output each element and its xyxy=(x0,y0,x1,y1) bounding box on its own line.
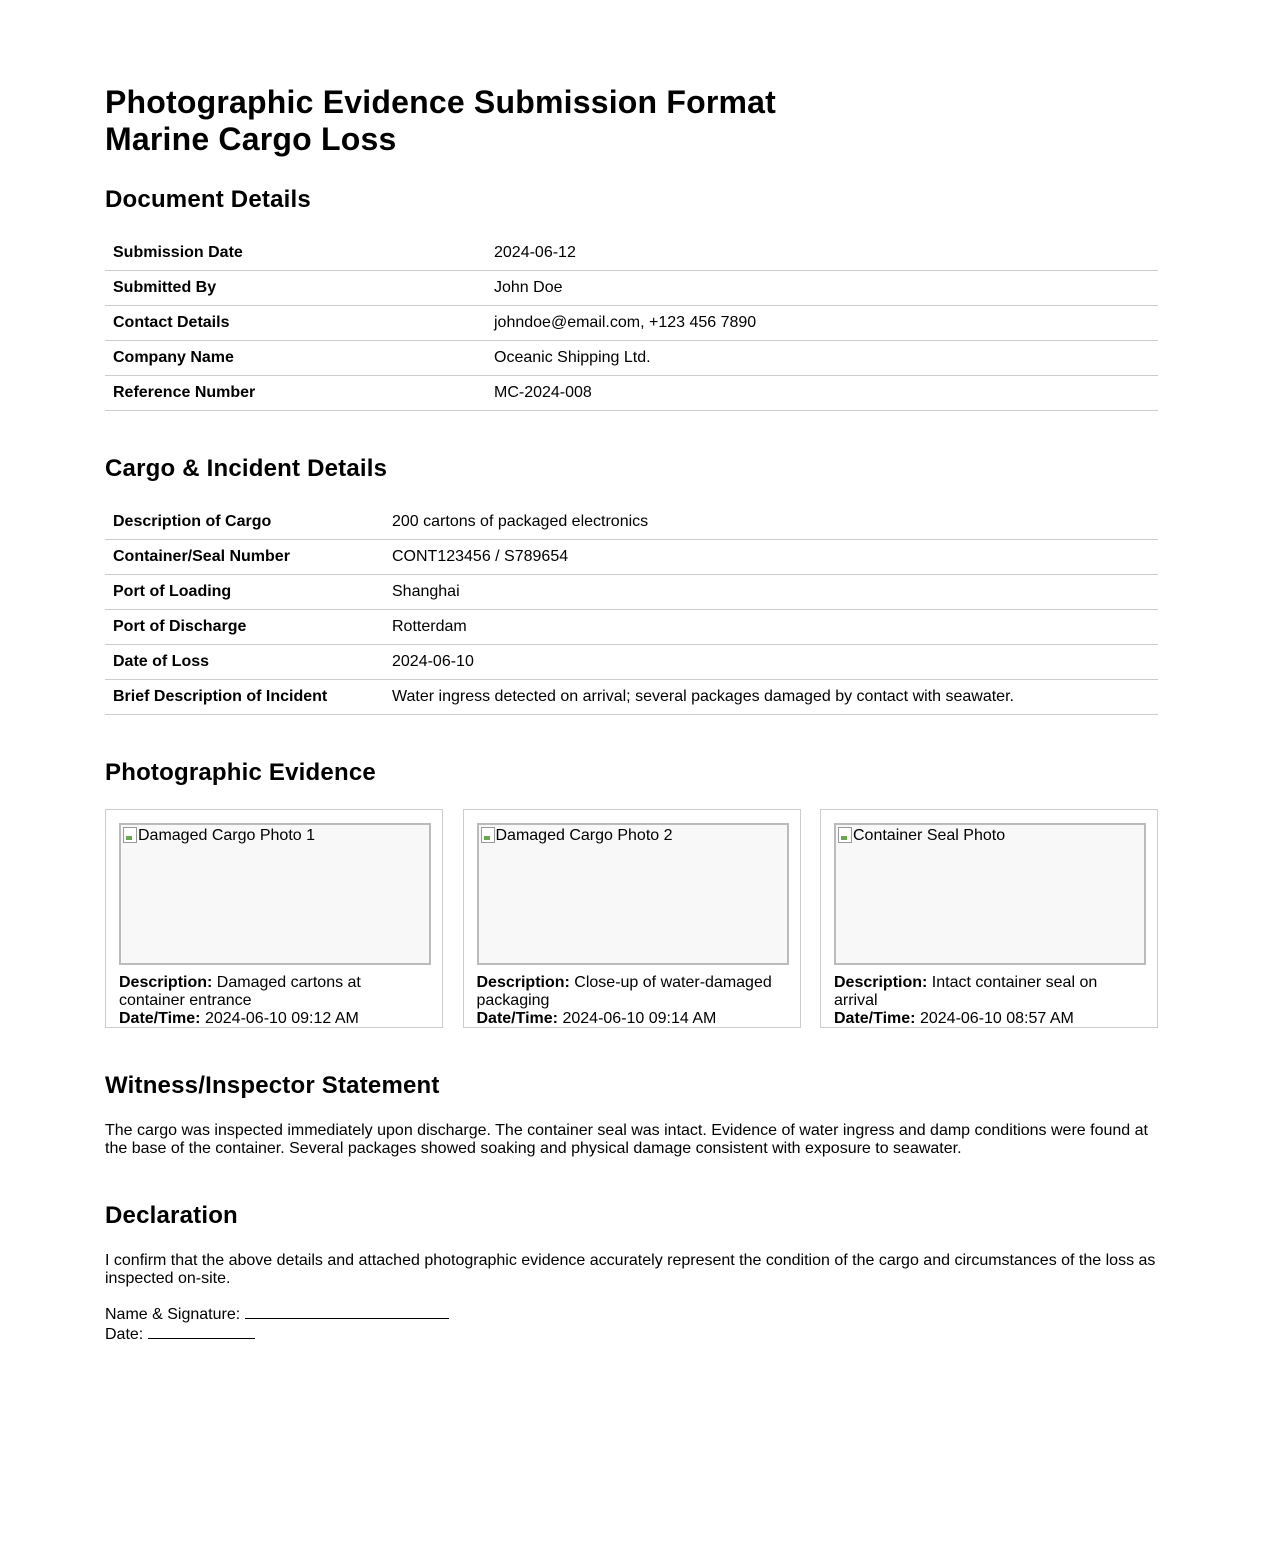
photo-alt-text: Container Seal Photo xyxy=(853,827,1006,844)
table-row xyxy=(105,680,1158,715)
document-details-section xyxy=(105,186,1158,411)
cargo-details-table xyxy=(105,505,1158,715)
description-label: Description: xyxy=(834,974,928,991)
broken-image-icon xyxy=(481,827,495,843)
name-signature-label: Name & Signature: xyxy=(105,1306,241,1323)
cargo-details-section xyxy=(105,455,1158,715)
row-label: Container/Seal Number xyxy=(105,540,384,575)
description-label: Description: xyxy=(476,974,570,991)
page-title xyxy=(105,84,1158,158)
row-value: MC-2024-008 xyxy=(486,376,1158,411)
row-label: Port of Discharge xyxy=(105,610,384,645)
row-label: Date of Loss xyxy=(105,645,384,680)
row-label: Brief Description of Incident xyxy=(105,680,384,715)
datetime-label: Date/Time: xyxy=(476,1010,559,1027)
description-value: Close-up of water-damaged packaging xyxy=(476,974,772,1009)
declaration-heading: Declaration xyxy=(105,1202,238,1229)
photographic-evidence-heading: Photographic Evidence xyxy=(105,759,376,786)
table-row xyxy=(105,540,1158,575)
photographic-evidence-section xyxy=(105,759,1158,1028)
photo-grid xyxy=(105,809,1158,1028)
photo-datetime xyxy=(834,1010,1144,1028)
row-value: 2024-06-12 xyxy=(486,236,1158,271)
table-row xyxy=(105,236,1158,271)
broken-image-icon xyxy=(838,827,852,843)
cargo-details-heading: Cargo & Incident Details xyxy=(105,455,388,482)
photo-datetime xyxy=(477,1010,787,1028)
description-label: Description: xyxy=(119,974,213,991)
photo-datetime xyxy=(119,1010,429,1028)
date-label: Date: xyxy=(105,1326,144,1343)
row-value: Oceanic Shipping Ltd. xyxy=(486,341,1158,376)
table-row xyxy=(105,376,1158,411)
table-row xyxy=(105,271,1158,306)
table-row xyxy=(105,341,1158,376)
signature-block xyxy=(105,1304,1158,1344)
declaration-section xyxy=(105,1202,1158,1344)
datetime-value: 2024-06-10 08:57 AM xyxy=(919,1010,1074,1027)
description-value: Damaged cartons at container entrance xyxy=(119,974,361,1009)
photo-description xyxy=(834,974,1144,1010)
document-details-heading: Document Details xyxy=(105,186,311,213)
table-row xyxy=(105,505,1158,540)
row-label: Submission Date xyxy=(105,236,486,271)
datetime-label: Date/Time: xyxy=(119,1010,201,1027)
row-label: Company Name xyxy=(105,341,486,376)
photo-image-2[interactable] xyxy=(477,823,789,965)
photo-alt-text: Damaged Cargo Photo 1 xyxy=(138,827,315,844)
row-value: John Doe xyxy=(486,271,1158,306)
row-label: Reference Number xyxy=(105,376,486,411)
photo-image-3[interactable] xyxy=(834,823,1146,965)
datetime-value: 2024-06-10 09:14 AM xyxy=(562,1010,717,1027)
broken-image-icon xyxy=(123,827,137,843)
witness-section xyxy=(105,1072,1158,1158)
table-row xyxy=(105,610,1158,645)
row-value: Water ingress detected on arrival; several packages damaged by contact with seawater. xyxy=(384,680,1158,715)
row-value: CONT123456 / S789654 xyxy=(384,540,1158,575)
declaration-text: I confirm that the above details and attached photographic evidence accurately represent the condition of the cargo and circumstances of the loss as inspected on-site. xyxy=(105,1252,1156,1287)
row-value: johndoe@email.com, +123 456 7890 xyxy=(486,306,1158,341)
page-title-line-2: Marine Cargo Loss xyxy=(105,121,397,157)
photo-alt-text: Damaged Cargo Photo 2 xyxy=(495,827,673,844)
table-row xyxy=(105,575,1158,610)
row-label: Port of Loading xyxy=(105,575,384,610)
datetime-label: Date/Time: xyxy=(834,1010,916,1027)
date-blank[interactable] xyxy=(148,1324,255,1339)
photo-description xyxy=(477,974,787,1010)
photo-card-2 xyxy=(463,809,801,1028)
photo-description xyxy=(119,974,429,1010)
row-value: Rotterdam xyxy=(384,610,1158,645)
document-details-table xyxy=(105,236,1158,411)
photo-image-1[interactable] xyxy=(119,823,431,965)
row-label: Description of Cargo xyxy=(105,505,384,540)
row-label: Contact Details xyxy=(105,306,486,341)
row-label: Submitted By xyxy=(105,271,486,306)
date-line xyxy=(105,1324,1158,1344)
photo-card-1 xyxy=(105,809,443,1028)
row-value: 2024-06-10 xyxy=(384,645,1158,680)
name-signature-blank[interactable] xyxy=(245,1304,449,1319)
table-row xyxy=(105,645,1158,680)
witness-statement: The cargo was inspected immediately upon discharge. The container seal was intact. Evidence of water ingress and damp conditions were found at the base of the container. Several packages showed soaking and physical damage consistent with exposure to seawater. xyxy=(105,1122,1148,1157)
datetime-value: 2024-06-10 09:12 AM xyxy=(204,1010,359,1027)
description-value: Intact container seal on arrival xyxy=(834,974,1098,1009)
name-signature-line xyxy=(105,1304,1158,1324)
row-value: 200 cartons of packaged electronics xyxy=(384,505,1158,540)
table-row xyxy=(105,306,1158,341)
witness-heading: Witness/Inspector Statement xyxy=(105,1072,440,1099)
page-title-line-1: Photographic Evidence Submission Format xyxy=(105,84,777,120)
row-value: Shanghai xyxy=(384,575,1158,610)
photo-card-3 xyxy=(820,809,1158,1028)
